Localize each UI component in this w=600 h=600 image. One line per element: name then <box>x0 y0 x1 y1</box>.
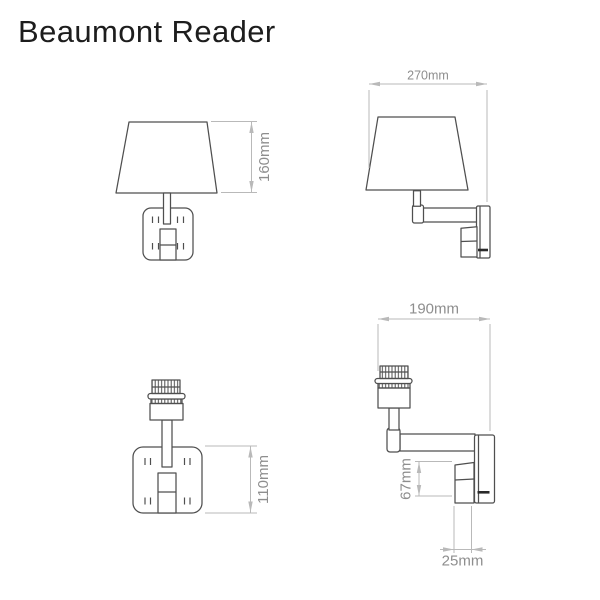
side-view-without-shade <box>375 366 495 503</box>
dimension-label: 270mm <box>407 68 449 83</box>
dimension-switch-depth <box>440 506 486 570</box>
page-title: Beaumont Reader <box>18 14 276 49</box>
dimension-label: 110mm <box>255 455 272 504</box>
bulbholder-thread-band <box>151 399 182 404</box>
candle-tube <box>378 388 410 408</box>
dimension-backplate-height <box>205 446 272 513</box>
front-view-without-shade <box>133 380 202 513</box>
rocker-switch <box>158 473 176 513</box>
arrowhead-down-icon <box>248 502 252 513</box>
bulbholder-thread-band <box>378 384 410 389</box>
side-view-with-shade <box>366 117 490 258</box>
arrowhead-down-icon <box>417 485 421 496</box>
dimension-label: 160mm <box>256 131 273 183</box>
dimension-label: 25mm <box>441 552 484 570</box>
dimension-shade-height <box>211 122 273 193</box>
arrowhead-right-icon <box>479 317 490 321</box>
arrowhead-up-icon <box>248 447 252 458</box>
rocker-switch-side <box>455 463 474 504</box>
arrowhead-right-icon <box>443 547 454 551</box>
lamp-shade-side <box>366 117 468 190</box>
lamp-stem <box>389 408 399 430</box>
arrowhead-left-icon <box>378 317 389 321</box>
arm-elbow <box>413 205 424 223</box>
lamp-shade <box>116 122 217 193</box>
bulbholder-flange <box>148 394 185 400</box>
lamp-stem <box>164 193 171 224</box>
arrowhead-up-icon <box>249 122 253 133</box>
lamp-stem <box>414 191 421 207</box>
lamp-stem <box>162 420 172 467</box>
arm-elbow <box>387 428 400 452</box>
rocker-switch-divider <box>461 241 477 242</box>
arrowhead-down-icon <box>249 181 253 192</box>
arrowhead-up-icon <box>417 462 421 473</box>
candle-tube <box>150 404 183 421</box>
dimension-switch-height <box>398 458 453 500</box>
wall-arm <box>400 434 475 451</box>
bulbholder-flange <box>375 379 412 384</box>
arrowhead-right-icon <box>476 82 487 86</box>
dimension-label: 67mm <box>397 458 415 500</box>
dimension-label: 190mm <box>408 300 460 318</box>
arrowhead-left-icon <box>472 547 483 551</box>
wall-arm <box>423 208 477 222</box>
front-view-with-shade <box>116 122 217 260</box>
arrowhead-left-icon <box>369 82 380 86</box>
